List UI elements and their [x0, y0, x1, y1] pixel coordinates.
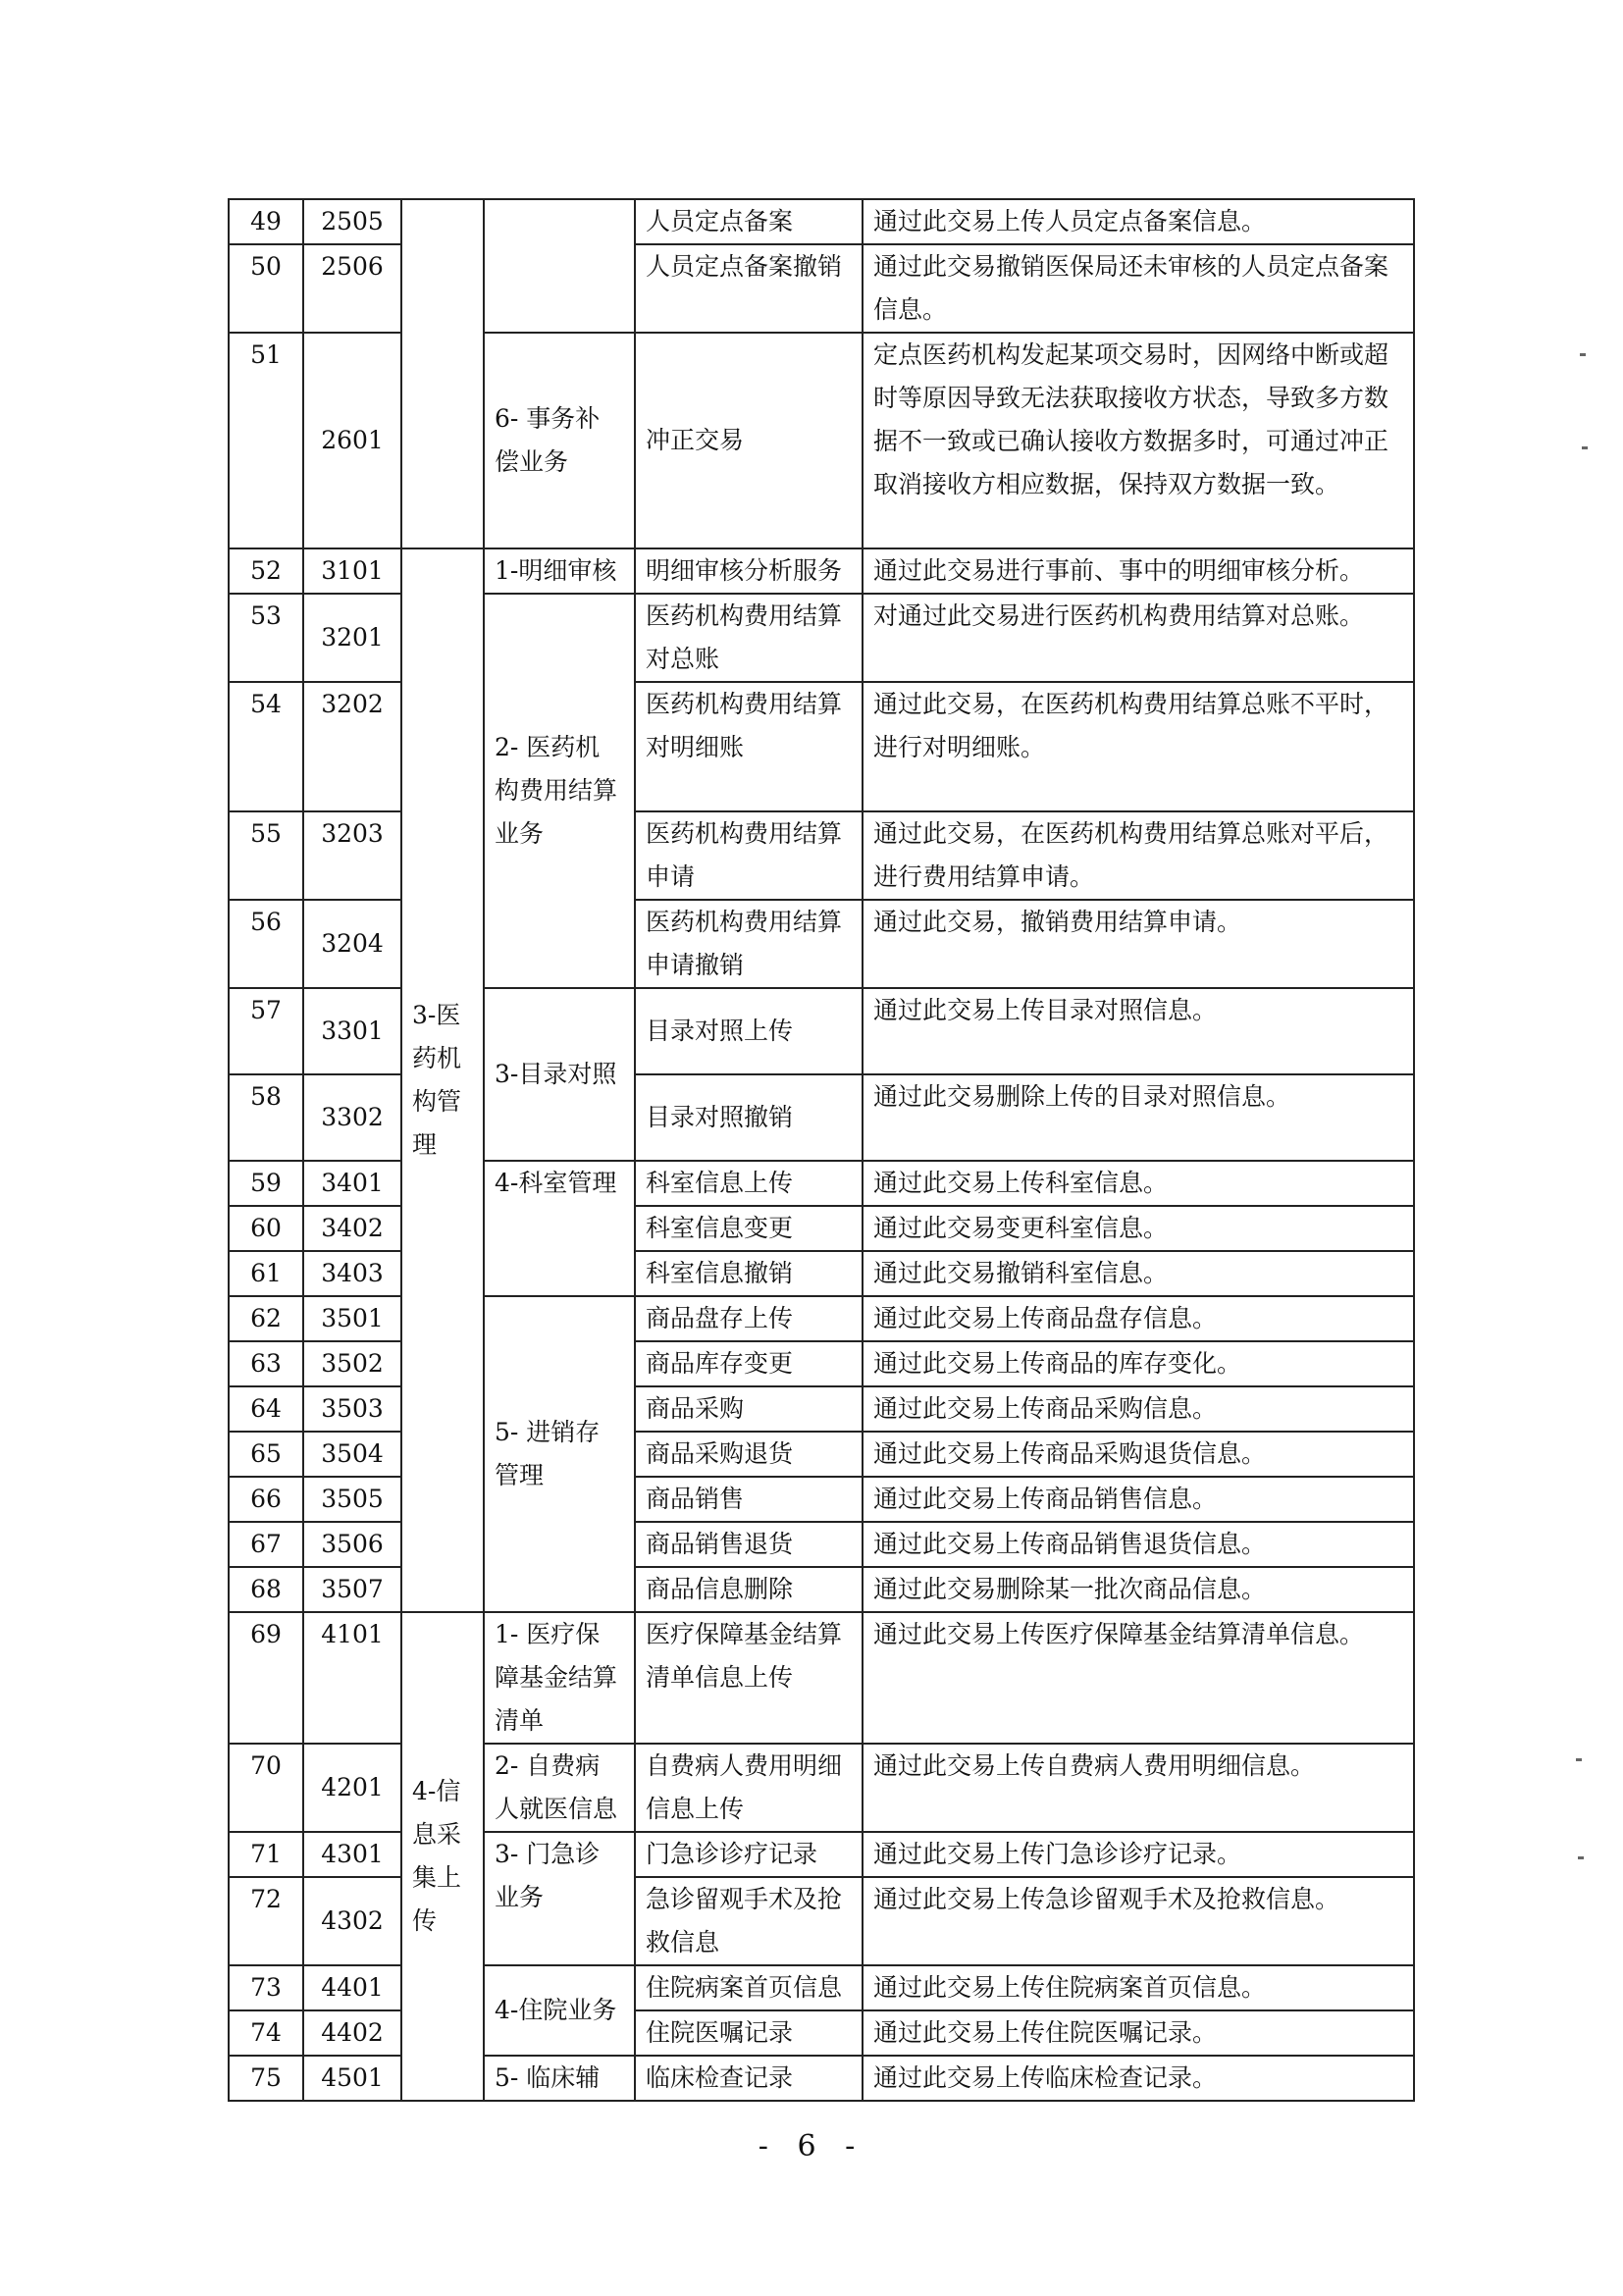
- service-name: 商品销售: [635, 1477, 863, 1522]
- service-name: 医药机构费用结算申请: [635, 811, 863, 900]
- description: 通过此交易上传住院病案首页信息。: [863, 1965, 1414, 2010]
- description: 通过此交易上传住院医嘱记录。: [863, 2010, 1414, 2056]
- transaction-code: 3501: [303, 1296, 401, 1341]
- row-number: 56: [229, 900, 303, 988]
- transaction-code: 4201: [303, 1744, 401, 1832]
- description: 通过此交易上传自费病人费用明细信息。: [863, 1744, 1414, 1832]
- description: 定点医药机构发起某项交易时，因网络中断或超时等原因导致无法获取接收方状态，导致多方数据不一致或已确认接收方数据多时，可通过冲正取消接收方相应数据，保持双方数据一致。: [863, 333, 1414, 548]
- description: 通过此交易上传商品盘存信息。: [863, 1296, 1414, 1341]
- description: 通过此交易变更科室信息。: [863, 1206, 1414, 1251]
- description: 通过此交易进行事前、事中的明细审核分析。: [863, 548, 1414, 594]
- description: 通过此交易上传商品销售退货信息。: [863, 1522, 1414, 1567]
- scan-speck: [1582, 446, 1588, 449]
- service-name: 医药机构费用结算对总账: [635, 594, 863, 682]
- transaction-code: 3101: [303, 548, 401, 594]
- service-name: 目录对照上传: [635, 988, 863, 1074]
- transaction-code: 3505: [303, 1477, 401, 1522]
- transaction-code: 3503: [303, 1386, 401, 1432]
- service-name: 冲正交易: [635, 333, 863, 548]
- subcategory: 2- 医药机构费用结算业务: [484, 594, 635, 988]
- row-number: 63: [229, 1341, 303, 1386]
- transaction-code: 3204: [303, 900, 401, 988]
- row-number: 65: [229, 1432, 303, 1477]
- transaction-code: 3202: [303, 682, 401, 811]
- row-number: 62: [229, 1296, 303, 1341]
- subcategory: 4-住院业务: [484, 1965, 635, 2056]
- description: 通过此交易上传目录对照信息。: [863, 988, 1414, 1074]
- transaction-code: 4302: [303, 1877, 401, 1965]
- service-name: 商品采购退货: [635, 1432, 863, 1477]
- transaction-code: 4501: [303, 2056, 401, 2101]
- service-name: 商品库存变更: [635, 1341, 863, 1386]
- row-number: 57: [229, 988, 303, 1074]
- service-name: 自费病人费用明细信息上传: [635, 1744, 863, 1832]
- row-number: 75: [229, 2056, 303, 2101]
- row-number: 71: [229, 1832, 303, 1877]
- transaction-code: 4101: [303, 1612, 401, 1744]
- scan-speck: [1580, 353, 1586, 356]
- description: 通过此交易上传临床检查记录。: [863, 2056, 1414, 2101]
- module-name: 4-信息采集上传: [401, 1612, 484, 2101]
- description: 通过此交易撤销科室信息。: [863, 1251, 1414, 1296]
- service-name: 医疗保障基金结算清单信息上传: [635, 1612, 863, 1744]
- service-name: 住院病案首页信息: [635, 1965, 863, 2010]
- subcategory: 1-明细审核: [484, 548, 635, 594]
- description: 对通过此交易进行医药机构费用结算对总账。: [863, 594, 1414, 682]
- row-number: 53: [229, 594, 303, 682]
- description: 通过此交易上传商品销售信息。: [863, 1477, 1414, 1522]
- row-number: 58: [229, 1074, 303, 1161]
- row-number: 50: [229, 244, 303, 333]
- transaction-code: 3506: [303, 1522, 401, 1567]
- row-number: 49: [229, 199, 303, 244]
- subcategory: 3-目录对照: [484, 988, 635, 1161]
- subcategory-cell-blank: [484, 199, 635, 333]
- transaction-code: 4301: [303, 1832, 401, 1877]
- description: 通过此交易，撤销费用结算申请。: [863, 900, 1414, 988]
- scan-speck: [1578, 1856, 1584, 1859]
- service-name: 医药机构费用结算申请撤销: [635, 900, 863, 988]
- service-name: 商品盘存上传: [635, 1296, 863, 1341]
- transaction-code: 3402: [303, 1206, 401, 1251]
- subcategory: 3- 门急诊业务: [484, 1832, 635, 1965]
- description: 通过此交易上传人员定点备案信息。: [863, 199, 1414, 244]
- row-number: 68: [229, 1567, 303, 1612]
- description: 通过此交易，在医药机构费用结算总账不平时，进行对明细账。: [863, 682, 1414, 811]
- subcategory: 1- 医疗保障基金结算清单: [484, 1612, 635, 1744]
- service-name: 商品采购: [635, 1386, 863, 1432]
- transaction-code: 3301: [303, 988, 401, 1074]
- description: 通过此交易删除上传的目录对照信息。: [863, 1074, 1414, 1161]
- service-name: 门急诊诊疗记录: [635, 1832, 863, 1877]
- description: 通过此交易上传商品的库存变化。: [863, 1341, 1414, 1386]
- description: 通过此交易上传商品采购信息。: [863, 1386, 1414, 1432]
- transaction-code: 4402: [303, 2010, 401, 2056]
- service-name: 商品信息删除: [635, 1567, 863, 1612]
- service-name: 住院医嘱记录: [635, 2010, 863, 2056]
- description: 通过此交易，在医药机构费用结算总账对平后，进行费用结算申请。: [863, 811, 1414, 900]
- description: 通过此交易上传商品采购退货信息。: [863, 1432, 1414, 1477]
- description: 通过此交易上传门急诊诊疗记录。: [863, 1832, 1414, 1877]
- row-number: 52: [229, 548, 303, 594]
- transaction-code: 3302: [303, 1074, 401, 1161]
- module-cell-2: [401, 199, 484, 548]
- transaction-code: 2601: [303, 333, 401, 548]
- transaction-code: 2505: [303, 199, 401, 244]
- scan-speck: [1576, 1758, 1582, 1761]
- service-name: 科室信息上传: [635, 1161, 863, 1206]
- subcategory: 5- 临床辅: [484, 2056, 635, 2101]
- table-row: [229, 548, 1414, 594]
- subcategory: 6- 事务补偿业务: [484, 333, 635, 548]
- service-name: 科室信息撤销: [635, 1251, 863, 1296]
- row-number: 59: [229, 1161, 303, 1206]
- description: 通过此交易上传急诊留观手术及抢救信息。: [863, 1877, 1414, 1965]
- row-number: 55: [229, 811, 303, 900]
- service-name: 明细审核分析服务: [635, 548, 863, 594]
- service-name: 商品销售退货: [635, 1522, 863, 1567]
- transaction-code: 3203: [303, 811, 401, 900]
- transaction-code: 3507: [303, 1567, 401, 1612]
- subcategory: 2- 自费病人就医信息: [484, 1744, 635, 1832]
- table-row: [229, 1612, 1414, 1744]
- service-name: 目录对照撤销: [635, 1074, 863, 1161]
- table-row: [229, 199, 1414, 244]
- service-name: 急诊留观手术及抢救信息: [635, 1877, 863, 1965]
- row-number: 67: [229, 1522, 303, 1567]
- subcategory: 4-科室管理: [484, 1161, 635, 1296]
- transaction-code: 3401: [303, 1161, 401, 1206]
- row-number: 70: [229, 1744, 303, 1832]
- transaction-code: 2506: [303, 244, 401, 333]
- row-number: 64: [229, 1386, 303, 1432]
- row-number: 74: [229, 2010, 303, 2056]
- transaction-code: 3502: [303, 1341, 401, 1386]
- service-name: 人员定点备案: [635, 199, 863, 244]
- description: 通过此交易撤销医保局还未审核的人员定点备案信息。: [863, 244, 1414, 333]
- subcategory: 5- 进销存管理: [484, 1296, 635, 1612]
- page-number: - 6 -: [758, 2129, 865, 2164]
- service-name: 科室信息变更: [635, 1206, 863, 1251]
- row-number: 73: [229, 1965, 303, 2010]
- transaction-code: 3403: [303, 1251, 401, 1296]
- transaction-table: [228, 198, 1415, 2102]
- row-number: 66: [229, 1477, 303, 1522]
- row-number: 60: [229, 1206, 303, 1251]
- service-name: 人员定点备案撤销: [635, 244, 863, 333]
- row-number: 61: [229, 1251, 303, 1296]
- transaction-code: 3504: [303, 1432, 401, 1477]
- row-number: 54: [229, 682, 303, 811]
- module-name: 3-医药机构管理: [401, 548, 484, 1612]
- service-name: 临床检查记录: [635, 2056, 863, 2101]
- description: 通过此交易上传医疗保障基金结算清单信息。: [863, 1612, 1414, 1744]
- transaction-code: 3201: [303, 594, 401, 682]
- description: 通过此交易删除某一批次商品信息。: [863, 1567, 1414, 1612]
- transaction-code: 4401: [303, 1965, 401, 2010]
- row-number: 72: [229, 1877, 303, 1965]
- row-number: 69: [229, 1612, 303, 1744]
- description: 通过此交易上传科室信息。: [863, 1161, 1414, 1206]
- service-name: 医药机构费用结算对明细账: [635, 682, 863, 811]
- row-number: 51: [229, 333, 303, 548]
